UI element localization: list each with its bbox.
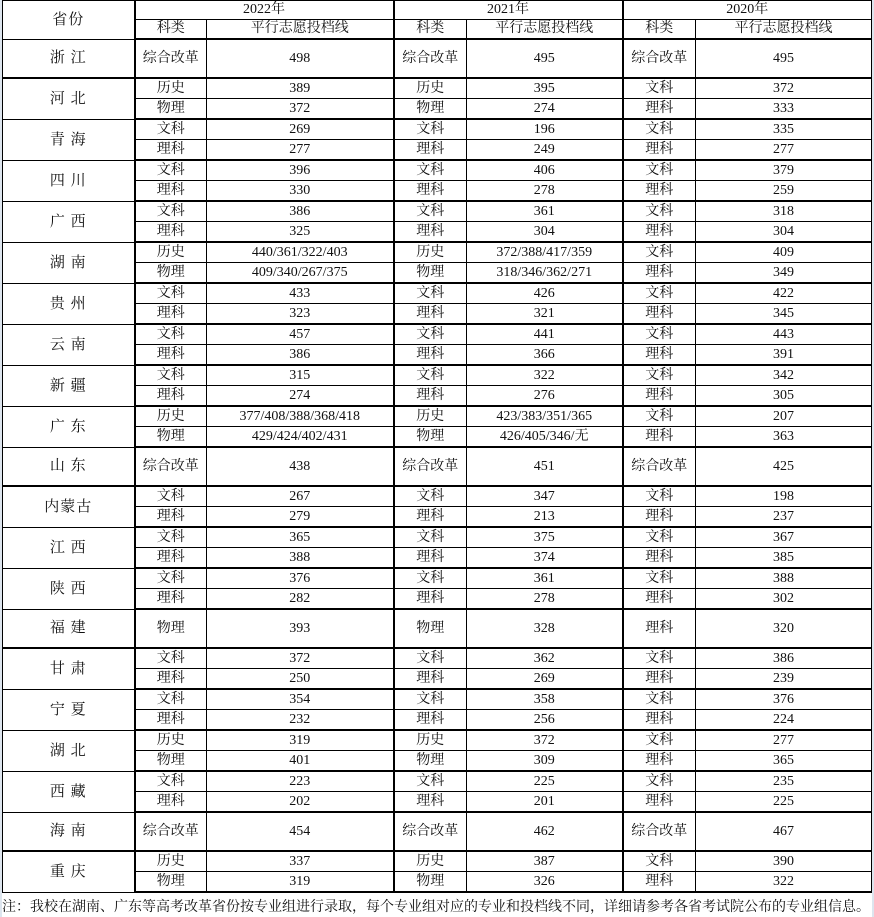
- score-cell: 422: [696, 283, 872, 304]
- category-cell: 物理: [135, 263, 207, 284]
- score-cell: 423/383/351/365: [467, 406, 623, 427]
- category-cell: 文科: [135, 283, 207, 304]
- table-row: [3, 486, 872, 507]
- category-cell: 文科: [623, 406, 696, 427]
- category-cell: 理科: [135, 669, 207, 690]
- header-category: 科类: [135, 20, 207, 40]
- admission-score-table: [2, 0, 872, 893]
- table-row: [3, 730, 872, 751]
- category-cell: 文科: [394, 365, 467, 386]
- category-cell: 文科: [135, 689, 207, 710]
- category-cell: 物理: [394, 427, 467, 448]
- category-cell: 理科: [623, 181, 696, 202]
- score-cell: 372/388/417/359: [467, 242, 623, 263]
- score-cell: 207: [696, 406, 872, 427]
- category-cell: 理科: [135, 181, 207, 202]
- category-cell: 理科: [623, 609, 696, 648]
- category-cell: 历史: [394, 242, 467, 263]
- score-cell: 443: [696, 324, 872, 345]
- category-cell: 综合改革: [394, 447, 467, 486]
- score-cell: 372: [467, 730, 623, 751]
- score-cell: 372: [207, 648, 394, 669]
- score-cell: 377/408/388/368/418: [207, 406, 394, 427]
- category-cell: 理科: [623, 263, 696, 284]
- category-cell: 理科: [394, 507, 467, 528]
- score-cell: 498: [207, 39, 394, 78]
- province-cell: 福 建: [3, 609, 135, 648]
- category-cell: 历史: [394, 851, 467, 872]
- score-cell: 441: [467, 324, 623, 345]
- table-row: [3, 648, 872, 669]
- score-cell: 235: [696, 771, 872, 792]
- score-cell: 305: [696, 386, 872, 407]
- score-cell: 269: [207, 119, 394, 140]
- score-cell: 259: [696, 181, 872, 202]
- header-year-2022: 2022年: [135, 1, 394, 20]
- footnote: 注：我校在湖南、广东等高考改革省份按专业组进行录取，每个专业组对应的专业和投档线不同，详细请参考各省考试院公布的专业组信息。: [2, 900, 870, 915]
- table-row: [3, 78, 872, 99]
- category-cell: 理科: [394, 589, 467, 610]
- category-cell: 理科: [394, 222, 467, 243]
- category-cell: 物理: [394, 609, 467, 648]
- category-cell: 理科: [623, 751, 696, 772]
- table-row: [3, 568, 872, 589]
- category-cell: 理科: [623, 386, 696, 407]
- category-cell: 文科: [623, 486, 696, 507]
- category-cell: 理科: [623, 669, 696, 690]
- province-cell: 四 川: [3, 160, 135, 201]
- score-cell: 276: [467, 386, 623, 407]
- score-cell: 467: [696, 812, 872, 851]
- score-cell: 376: [207, 568, 394, 589]
- category-cell: 文科: [394, 324, 467, 345]
- score-cell: 391: [696, 345, 872, 366]
- score-cell: 426: [467, 283, 623, 304]
- score-cell: 347: [467, 486, 623, 507]
- category-cell: 历史: [135, 851, 207, 872]
- category-cell: 理科: [135, 304, 207, 325]
- score-cell: 335: [696, 119, 872, 140]
- province-cell: 湖 北: [3, 730, 135, 771]
- score-cell: 223: [207, 771, 394, 792]
- header-year-2020: 2020年: [623, 1, 872, 20]
- score-cell: 454: [207, 812, 394, 851]
- score-cell: 319: [207, 872, 394, 893]
- score-cell: 426/405/346/无: [467, 427, 623, 448]
- category-cell: 文科: [623, 648, 696, 669]
- header-province: 省份: [3, 1, 135, 40]
- table-row: [3, 851, 872, 872]
- score-cell: 337: [207, 851, 394, 872]
- category-cell: 理科: [135, 589, 207, 610]
- score-cell: 388: [696, 568, 872, 589]
- table-row: [3, 242, 872, 263]
- category-cell: 历史: [394, 406, 467, 427]
- category-cell: 文科: [135, 119, 207, 140]
- province-cell: 海 南: [3, 812, 135, 851]
- table-row: [3, 609, 872, 648]
- score-cell: 302: [696, 589, 872, 610]
- score-cell: 386: [207, 345, 394, 366]
- category-cell: 理科: [394, 386, 467, 407]
- category-cell: 理科: [623, 345, 696, 366]
- category-cell: 理科: [394, 792, 467, 813]
- score-cell: 387: [467, 851, 623, 872]
- category-cell: 理科: [135, 792, 207, 813]
- score-cell: 213: [467, 507, 623, 528]
- category-cell: 文科: [394, 486, 467, 507]
- table-row: [3, 689, 872, 710]
- category-cell: 历史: [135, 78, 207, 99]
- category-cell: 文科: [623, 730, 696, 751]
- category-cell: 文科: [135, 365, 207, 386]
- score-cell: 390: [696, 851, 872, 872]
- category-cell: 文科: [135, 527, 207, 548]
- score-cell: 333: [696, 99, 872, 120]
- category-cell: 文科: [135, 568, 207, 589]
- table-row: [3, 771, 872, 792]
- category-cell: 文科: [394, 689, 467, 710]
- province-cell: 新 疆: [3, 365, 135, 406]
- score-cell: 322: [696, 872, 872, 893]
- province-cell: 广 东: [3, 406, 135, 447]
- category-cell: 文科: [135, 160, 207, 181]
- score-cell: 354: [207, 689, 394, 710]
- category-cell: 文科: [623, 851, 696, 872]
- score-cell: 409: [696, 242, 872, 263]
- category-cell: 理科: [623, 710, 696, 731]
- score-cell: 315: [207, 365, 394, 386]
- category-cell: 文科: [623, 283, 696, 304]
- score-cell: 277: [696, 730, 872, 751]
- province-cell: 广 西: [3, 201, 135, 242]
- category-cell: 理科: [135, 222, 207, 243]
- score-cell: 388: [207, 548, 394, 569]
- province-cell: 甘 肃: [3, 648, 135, 689]
- score-cell: 267: [207, 486, 394, 507]
- score-cell: 250: [207, 669, 394, 690]
- category-cell: 文科: [623, 119, 696, 140]
- score-cell: 365: [207, 527, 394, 548]
- category-cell: 物理: [394, 872, 467, 893]
- category-cell: 物理: [135, 427, 207, 448]
- category-cell: 文科: [394, 527, 467, 548]
- table-row: [3, 283, 872, 304]
- category-cell: 综合改革: [623, 812, 696, 851]
- score-cell: 201: [467, 792, 623, 813]
- header-row-years: [3, 1, 872, 20]
- score-cell: 438: [207, 447, 394, 486]
- score-cell: 366: [467, 345, 623, 366]
- score-cell: 379: [696, 160, 872, 181]
- score-cell: 342: [696, 365, 872, 386]
- category-cell: 物理: [135, 609, 207, 648]
- score-cell: 224: [696, 710, 872, 731]
- category-cell: 文科: [135, 486, 207, 507]
- score-cell: 320: [696, 609, 872, 648]
- category-cell: 文科: [135, 201, 207, 222]
- score-cell: 409/340/267/375: [207, 263, 394, 284]
- header-score: 平行志愿投档线: [696, 20, 872, 40]
- category-cell: 综合改革: [135, 39, 207, 78]
- category-cell: 理科: [623, 304, 696, 325]
- table-row: [3, 406, 872, 427]
- province-cell: 河 北: [3, 78, 135, 119]
- score-cell: 232: [207, 710, 394, 731]
- table-row: [3, 324, 872, 345]
- score-cell: 389: [207, 78, 394, 99]
- score-cell: 274: [207, 386, 394, 407]
- score-cell: 198: [696, 486, 872, 507]
- category-cell: 理科: [135, 548, 207, 569]
- score-cell: 249: [467, 140, 623, 161]
- category-cell: 文科: [394, 160, 467, 181]
- score-cell: 457: [207, 324, 394, 345]
- province-cell: 内蒙古: [3, 486, 135, 527]
- score-cell: 375: [467, 527, 623, 548]
- table-row: [3, 201, 872, 222]
- category-cell: 综合改革: [135, 812, 207, 851]
- category-cell: 文科: [394, 201, 467, 222]
- category-cell: 文科: [394, 568, 467, 589]
- category-cell: 文科: [394, 648, 467, 669]
- score-cell: 326: [467, 872, 623, 893]
- score-cell: 372: [696, 78, 872, 99]
- category-cell: 文科: [394, 119, 467, 140]
- score-cell: 278: [467, 181, 623, 202]
- category-cell: 物理: [394, 751, 467, 772]
- table-row: [3, 527, 872, 548]
- score-cell: 279: [207, 507, 394, 528]
- score-cell: 401: [207, 751, 394, 772]
- category-cell: 理科: [394, 710, 467, 731]
- score-cell: 304: [696, 222, 872, 243]
- category-cell: 综合改革: [623, 39, 696, 78]
- score-cell: 440/361/322/403: [207, 242, 394, 263]
- category-cell: 理科: [623, 589, 696, 610]
- score-cell: 318: [696, 201, 872, 222]
- province-cell: 浙 江: [3, 39, 135, 78]
- score-cell: 322: [467, 365, 623, 386]
- score-cell: 386: [696, 648, 872, 669]
- score-cell: 361: [467, 201, 623, 222]
- score-cell: 282: [207, 589, 394, 610]
- category-cell: 物理: [135, 872, 207, 893]
- category-cell: 理科: [623, 548, 696, 569]
- score-cell: 367: [696, 527, 872, 548]
- header-category: 科类: [394, 20, 467, 40]
- score-cell: 385: [696, 548, 872, 569]
- category-cell: 文科: [623, 78, 696, 99]
- score-cell: 365: [696, 751, 872, 772]
- header-year-2021: 2021年: [394, 1, 623, 20]
- score-cell: 406: [467, 160, 623, 181]
- score-cell: 374: [467, 548, 623, 569]
- score-cell: 433: [207, 283, 394, 304]
- score-cell: 318/346/362/271: [467, 263, 623, 284]
- category-cell: 物理: [394, 263, 467, 284]
- category-cell: 文科: [623, 771, 696, 792]
- score-cell: 256: [467, 710, 623, 731]
- score-cell: 495: [696, 39, 872, 78]
- score-cell: 362: [467, 648, 623, 669]
- province-cell: 宁 夏: [3, 689, 135, 730]
- table-row: [3, 447, 872, 486]
- province-cell: 贵 州: [3, 283, 135, 324]
- category-cell: 历史: [135, 730, 207, 751]
- category-cell: 理科: [135, 507, 207, 528]
- category-cell: 物理: [394, 99, 467, 120]
- score-cell: 319: [207, 730, 394, 751]
- score-cell: 372: [207, 99, 394, 120]
- score-cell: 225: [696, 792, 872, 813]
- category-cell: 理科: [623, 222, 696, 243]
- score-cell: 325: [207, 222, 394, 243]
- score-cell: 363: [696, 427, 872, 448]
- category-cell: 文科: [394, 771, 467, 792]
- category-cell: 理科: [135, 345, 207, 366]
- score-cell: 321: [467, 304, 623, 325]
- score-cell: 358: [467, 689, 623, 710]
- score-cell: 202: [207, 792, 394, 813]
- category-cell: 文科: [623, 242, 696, 263]
- score-cell: 323: [207, 304, 394, 325]
- score-cell: 330: [207, 181, 394, 202]
- score-cell: 328: [467, 609, 623, 648]
- category-cell: 文科: [135, 771, 207, 792]
- category-cell: 文科: [623, 689, 696, 710]
- score-cell: 386: [207, 201, 394, 222]
- province-cell: 湖 南: [3, 242, 135, 283]
- category-cell: 理科: [623, 99, 696, 120]
- score-cell: 278: [467, 589, 623, 610]
- score-cell: 462: [467, 812, 623, 851]
- category-cell: 文科: [623, 201, 696, 222]
- category-cell: 历史: [135, 406, 207, 427]
- score-cell: 237: [696, 507, 872, 528]
- category-cell: 文科: [135, 648, 207, 669]
- table-row: [3, 812, 872, 851]
- category-cell: 历史: [394, 78, 467, 99]
- score-cell: 395: [467, 78, 623, 99]
- score-cell: 345: [696, 304, 872, 325]
- category-cell: 理科: [394, 345, 467, 366]
- province-cell: 云 南: [3, 324, 135, 365]
- score-cell: 396: [207, 160, 394, 181]
- score-cell: 309: [467, 751, 623, 772]
- category-cell: 理科: [623, 872, 696, 893]
- category-cell: 理科: [394, 548, 467, 569]
- category-cell: 理科: [623, 140, 696, 161]
- table-row: [3, 160, 872, 181]
- category-cell: 理科: [394, 181, 467, 202]
- category-cell: 文科: [623, 160, 696, 181]
- category-cell: 历史: [394, 730, 467, 751]
- category-cell: 理科: [623, 427, 696, 448]
- score-cell: 429/424/402/431: [207, 427, 394, 448]
- category-cell: 综合改革: [394, 812, 467, 851]
- header-category: 科类: [623, 20, 696, 40]
- score-cell: 274: [467, 99, 623, 120]
- category-cell: 文科: [135, 324, 207, 345]
- category-cell: 理科: [394, 669, 467, 690]
- score-cell: 196: [467, 119, 623, 140]
- category-cell: 理科: [394, 140, 467, 161]
- category-cell: 综合改革: [135, 447, 207, 486]
- category-cell: 理科: [135, 140, 207, 161]
- category-cell: 文科: [394, 283, 467, 304]
- category-cell: 文科: [623, 568, 696, 589]
- category-cell: 文科: [623, 324, 696, 345]
- table-row: [3, 39, 872, 78]
- score-cell: 376: [696, 689, 872, 710]
- category-cell: 理科: [135, 710, 207, 731]
- table-row: [3, 119, 872, 140]
- score-cell: 277: [696, 140, 872, 161]
- province-cell: 陕 西: [3, 568, 135, 609]
- score-cell: 225: [467, 771, 623, 792]
- category-cell: 文科: [623, 527, 696, 548]
- score-cell: 425: [696, 447, 872, 486]
- score-cell: 361: [467, 568, 623, 589]
- category-cell: 理科: [623, 792, 696, 813]
- category-cell: 理科: [135, 386, 207, 407]
- province-cell: 江 西: [3, 527, 135, 568]
- score-cell: 277: [207, 140, 394, 161]
- score-cell: 495: [467, 39, 623, 78]
- header-score: 平行志愿投档线: [207, 20, 394, 40]
- score-cell: 451: [467, 447, 623, 486]
- category-cell: 物理: [135, 751, 207, 772]
- category-cell: 理科: [394, 304, 467, 325]
- category-cell: 综合改革: [394, 39, 467, 78]
- province-cell: 重 庆: [3, 851, 135, 892]
- table-row: [3, 365, 872, 386]
- category-cell: 综合改革: [623, 447, 696, 486]
- score-cell: 269: [467, 669, 623, 690]
- score-cell: 393: [207, 609, 394, 648]
- category-cell: 理科: [623, 507, 696, 528]
- province-cell: 青 海: [3, 119, 135, 160]
- province-cell: 西 藏: [3, 771, 135, 812]
- category-cell: 物理: [135, 99, 207, 120]
- score-cell: 239: [696, 669, 872, 690]
- header-score: 平行志愿投档线: [467, 20, 623, 40]
- category-cell: 历史: [135, 242, 207, 263]
- admission-score-sheet: [2, 0, 872, 917]
- province-cell: 山 东: [3, 447, 135, 486]
- category-cell: 文科: [623, 365, 696, 386]
- score-cell: 349: [696, 263, 872, 284]
- score-cell: 304: [467, 222, 623, 243]
